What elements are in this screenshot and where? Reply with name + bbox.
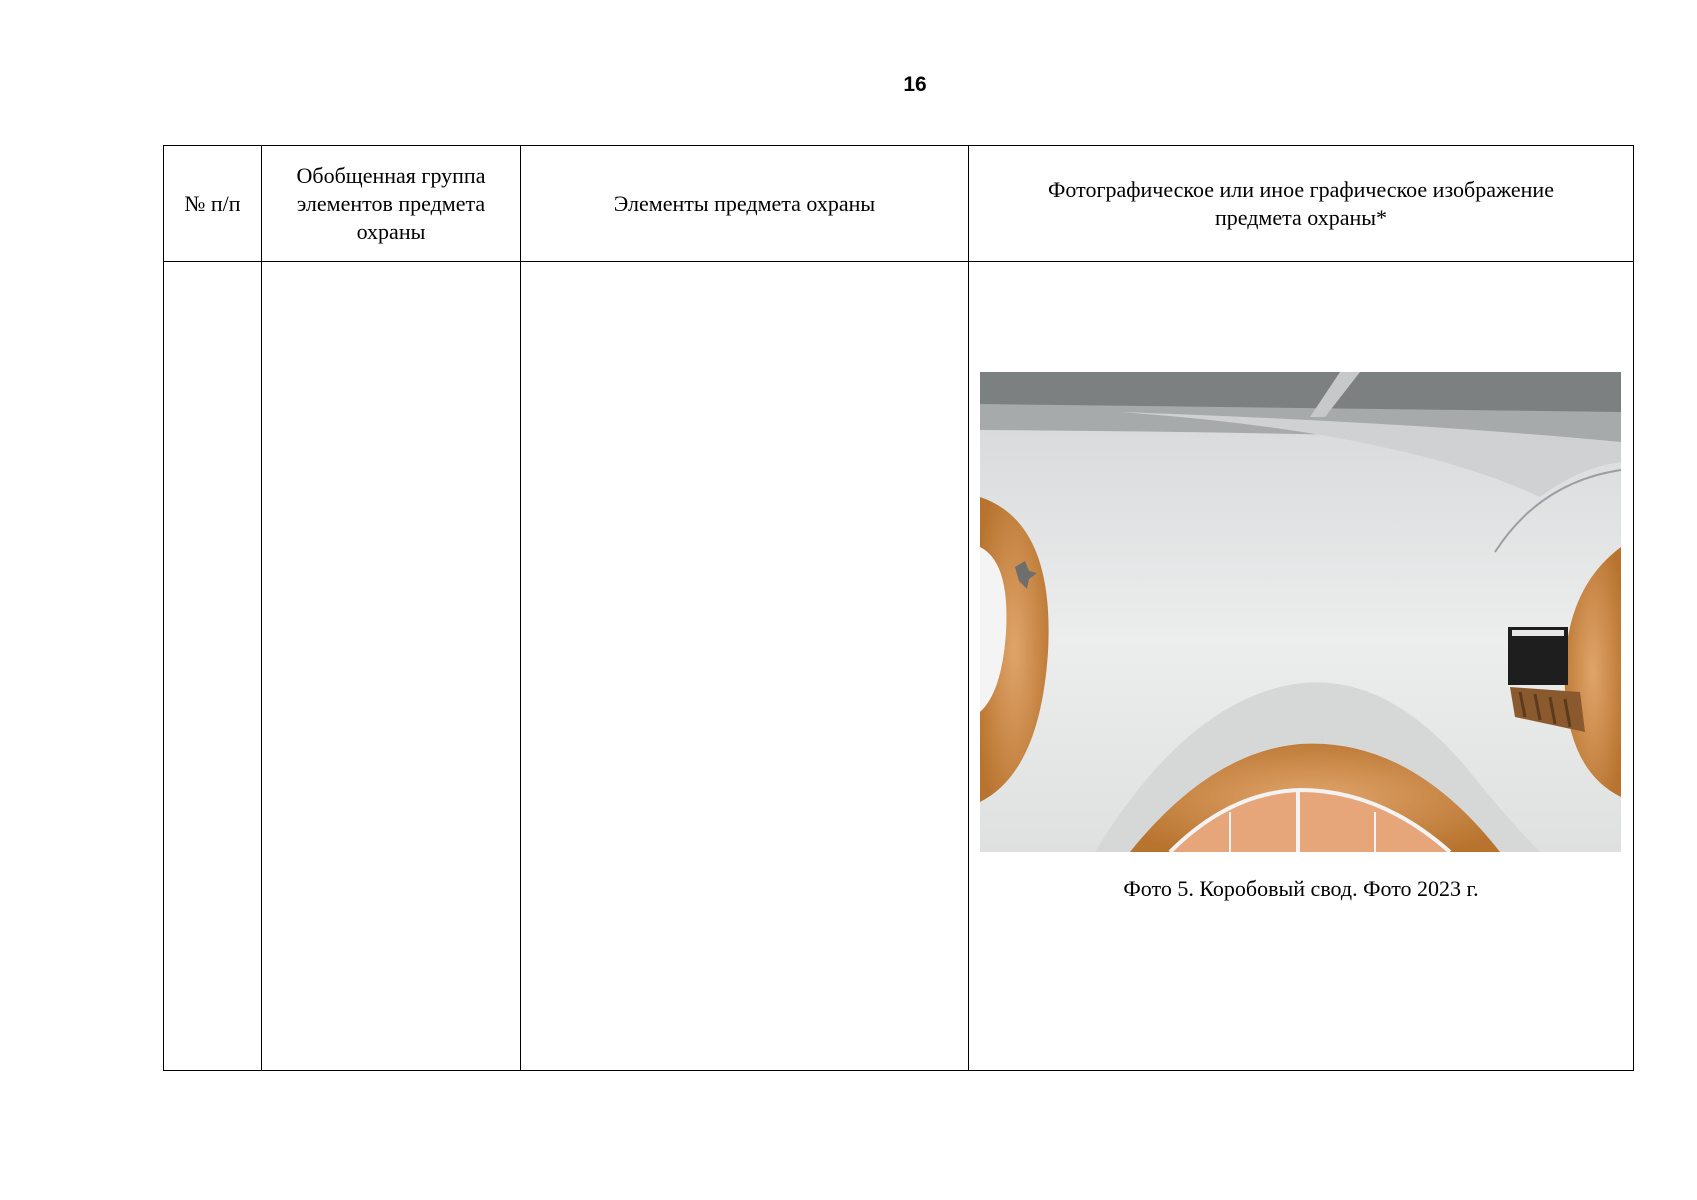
vault-photo-image bbox=[980, 372, 1621, 852]
table-header-row bbox=[164, 146, 1634, 262]
cell-number bbox=[164, 262, 262, 1071]
header-photo: Фотографическое или иное графическое изображение предмета охраны* bbox=[969, 146, 1634, 262]
vault-photo bbox=[980, 372, 1621, 852]
header-elements: Элементы предмета охраны bbox=[521, 146, 969, 262]
cell-photo bbox=[969, 262, 1634, 1071]
header-number: № п/п bbox=[164, 146, 262, 262]
cell-elements bbox=[521, 262, 969, 1071]
table-row bbox=[164, 262, 1634, 1071]
page-number: 16 bbox=[903, 73, 927, 96]
header-element-group: Обобщенная группа элементов предмета охраны bbox=[262, 146, 521, 262]
heritage-protection-table bbox=[163, 145, 1634, 1071]
cell-element-group bbox=[262, 262, 521, 1071]
photo-caption: Фото 5. Коробовый свод. Фото 2023 г. bbox=[1123, 876, 1479, 901]
